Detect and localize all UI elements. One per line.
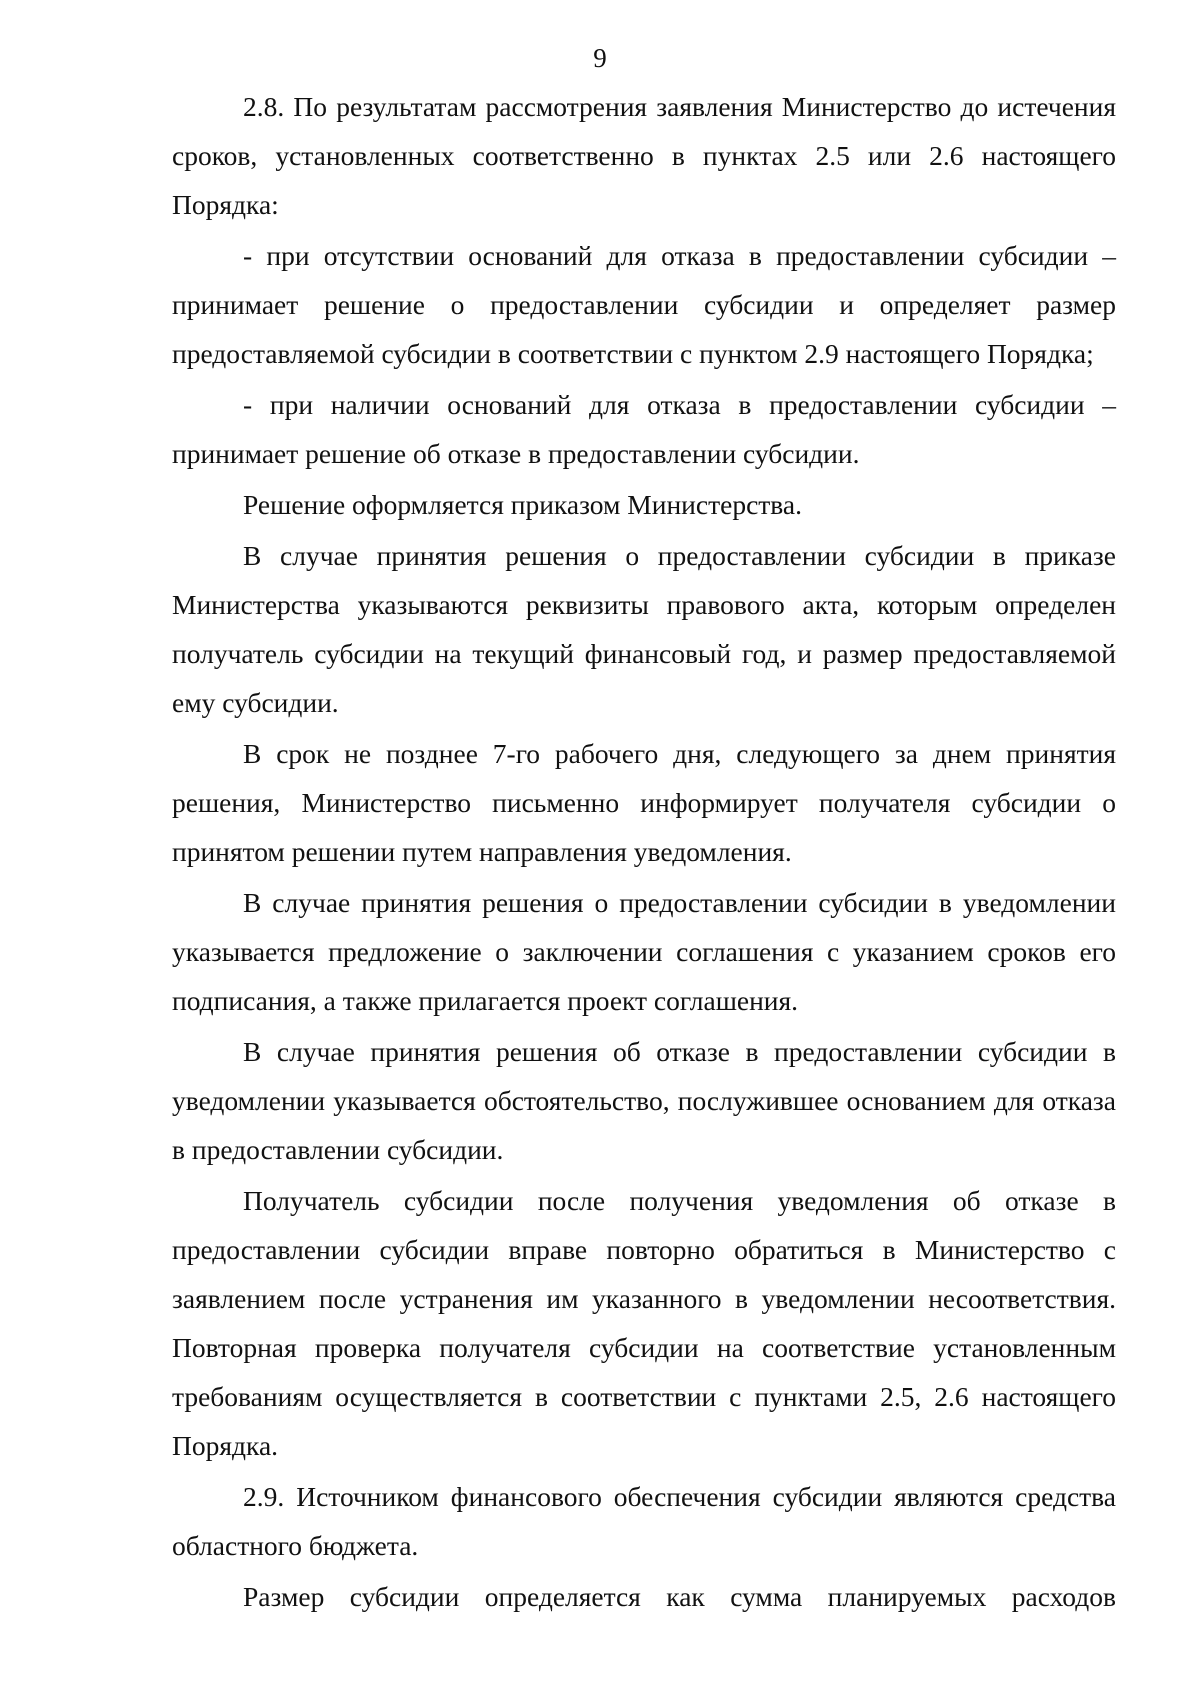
paragraph-subsidy-amount: Размер субсидии определяется как сумма планируемых расходов [243,1581,1116,1612]
paragraph-agreement-proposal: В случае принятия решения о предоставлении субсидии в уведомлении указывается предложение о заключении соглашения с указанием сроков его подписания, а также прилагается проект соглашения. [172,887,1116,1016]
paragraph-refusal-notice: В случае принятия решения об отказе в предоставлении субсидии в уведомлении указывается обстоятельство, послужившее основанием для отказа в предоставлении субсидии. [172,1036,1116,1165]
paragraph-no-grounds-for-refusal: - при отсутствии оснований для отказа в предоставлении субсидии – принимает решение о предоставлении субсидии и определяет размер предоставляемой субсидии в соответствии с пунктом 2.9 настоящего Порядка; [172,240,1116,369]
paragraph-reapplication: Получатель субсидии после получения уведомления об отказе в предоставлении субсидии вправе повторно обратиться в Министерство с заявлением после устранения им указанного в уведомлении несоответствия. Повторная проверка получателя субсидии на соответствие установленным требованиям осуществляется в соответствии с пунктами 2.5, 2.6 настоящего Порядка. [172,1185,1116,1461]
document-body [172,82,1116,1623]
paragraph-grounds-for-refusal: - при наличии оснований для отказа в предоставлении субсидии – принимает решение об отказе в предоставлении субсидии. [172,389,1116,469]
page-number: 9 [593,43,607,73]
paragraph-notification-deadline: В срок не позднее 7-го рабочего дня, следующего за днем принятия решения, Министерство письменно информирует получателя субсидии о принятом решении путем направления уведомления. [172,738,1116,867]
paragraph-2-9: 2.9. Источником финансового обеспечения субсидии являются средства областного бюджета. [172,1481,1116,1561]
paragraph-2-8: 2.8. По результатам рассмотрения заявления Министерство до истечения сроков, установленных соответственно в пунктах 2.5 или 2.6 настоящего Порядка: [172,91,1116,220]
paragraph-decision-order: Решение оформляется приказом Министерства. [243,489,802,520]
paragraph-order-details: В случае принятия решения о предоставлении субсидии в приказе Министерства указываются реквизиты правового акта, которым определен получатель субсидии на текущий финансовый год, и размер предоставляемой ему субсидии. [172,540,1116,718]
